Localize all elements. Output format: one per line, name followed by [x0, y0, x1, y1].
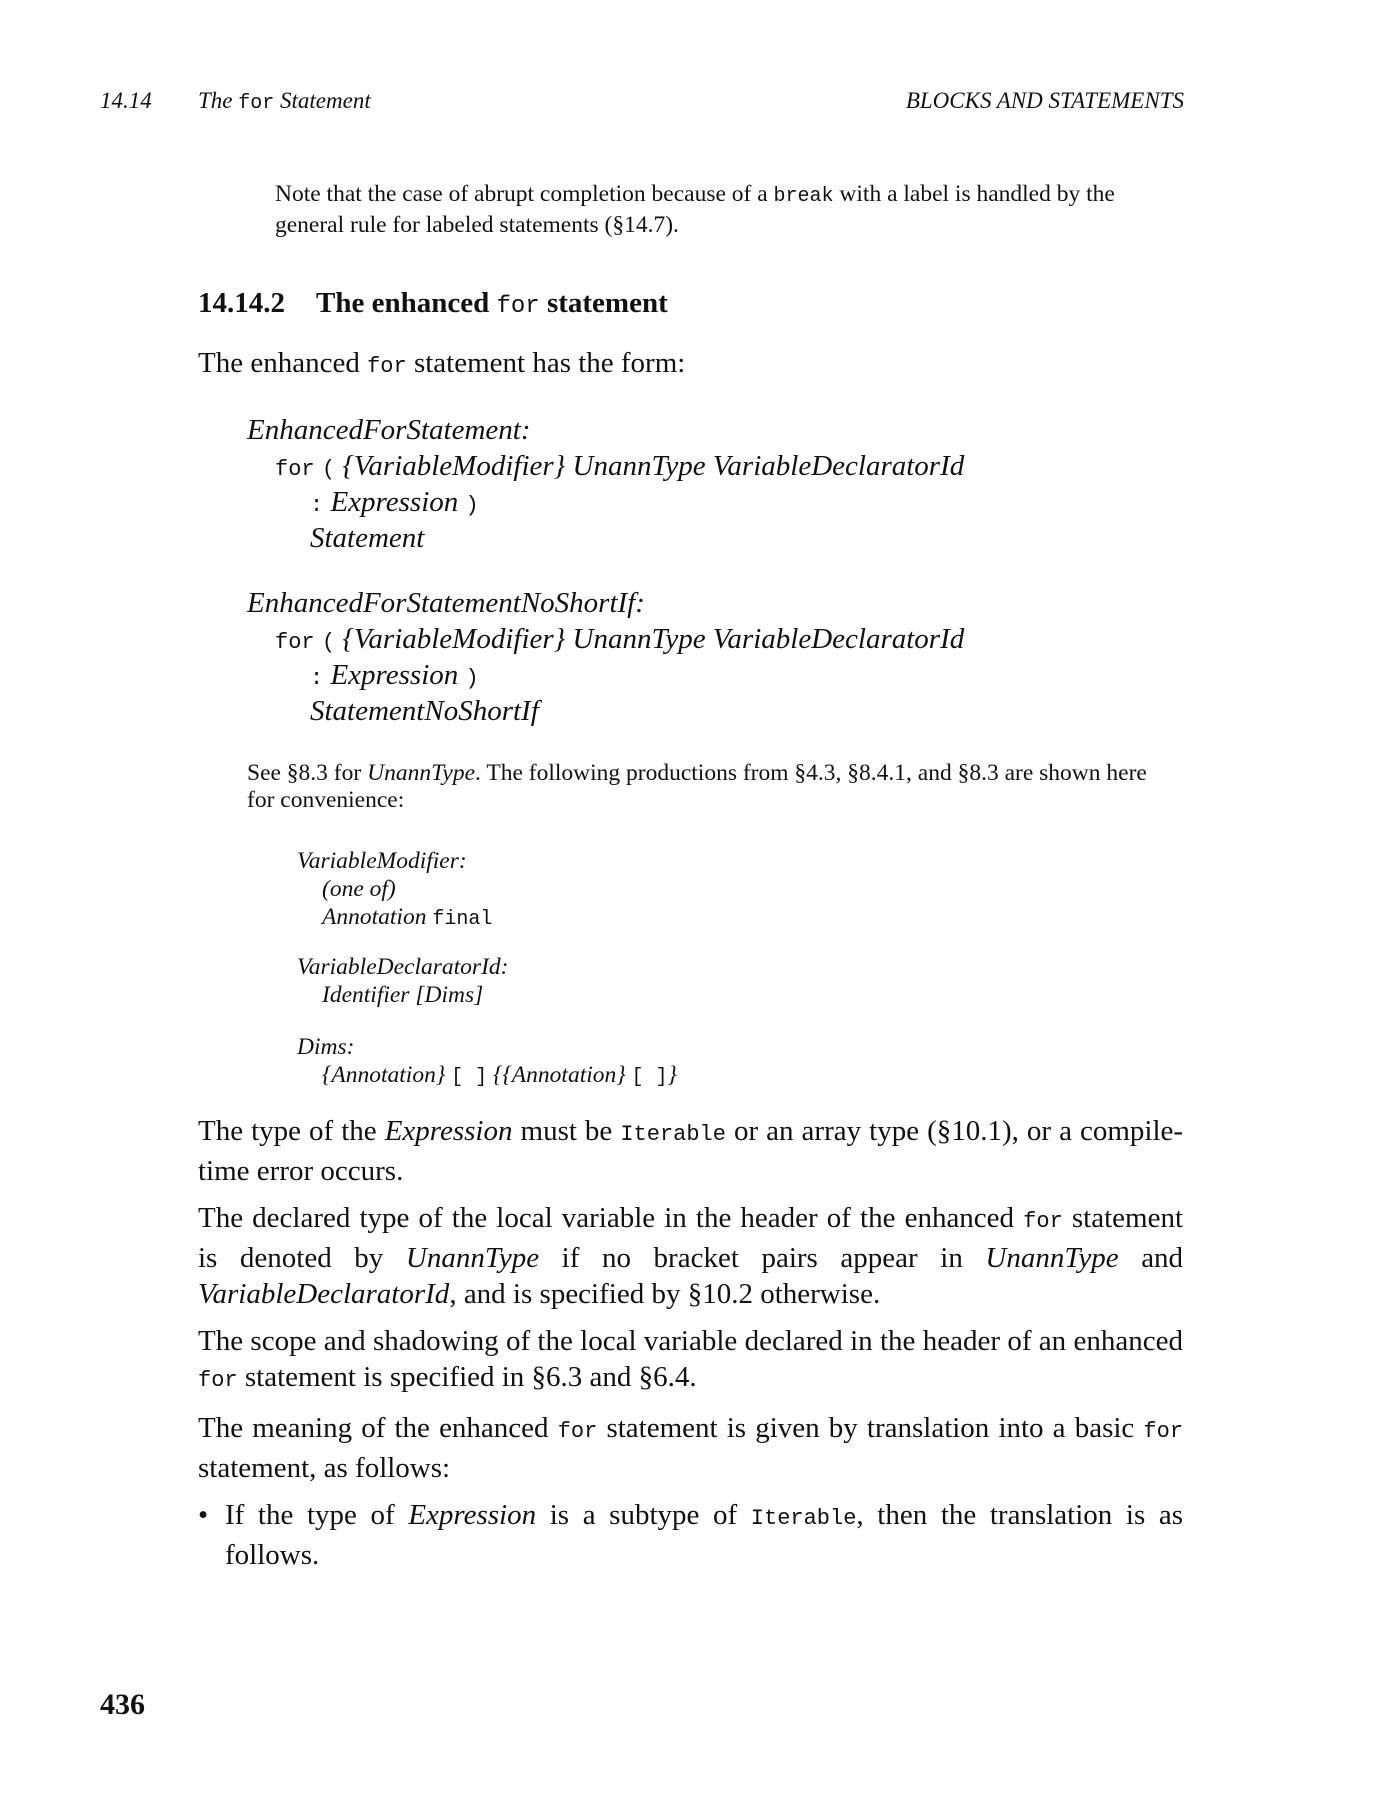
grammar-2-lparen: (: [321, 630, 336, 655]
para3-text-2: statement is specified in §6.3 and §6.4.: [244, 1361, 697, 1393]
para2-unanntype-1: UnannType: [405, 1242, 540, 1274]
vm-final: final: [432, 908, 493, 931]
bullet1-code: Iterable: [750, 1506, 857, 1531]
see-text-1: See §8.3 for: [247, 760, 362, 786]
grammar-2-stmt: StatementNoShortIf: [310, 695, 539, 727]
para1-text-1: The type of the: [198, 1115, 377, 1147]
para4-text-1: The meaning of the enhanced: [198, 1412, 549, 1444]
grammar-1-line-1: [275, 448, 964, 488]
dims-brackets-2: [ ]: [631, 1066, 668, 1089]
paragraph-meaning: [198, 1410, 1183, 1486]
grammar-1-expr: Expression: [330, 486, 459, 518]
note-paragraph: [275, 180, 1180, 239]
grammar-1-for: for: [275, 457, 315, 482]
para2-text-4: and: [1141, 1242, 1184, 1274]
grammar-1-line-2: [310, 484, 479, 524]
section-title-code: for: [496, 293, 540, 320]
page-number: 436: [100, 1688, 145, 1721]
section-title-pre: The enhanced: [316, 287, 490, 319]
grammar-2-for: for: [275, 630, 315, 655]
see-paragraph: [247, 760, 1147, 814]
grammar-2-rparen: ): [465, 666, 479, 691]
para1-text-2: must be: [520, 1115, 613, 1147]
vm-body: [322, 904, 492, 933]
grammar-1-rparen: ): [465, 493, 479, 518]
intro-text-1: The enhanced: [198, 347, 360, 379]
dims-annotation-a: {Annotation}: [322, 1062, 446, 1088]
running-header-title: [198, 88, 371, 115]
section-title-post: statement: [546, 287, 668, 319]
vm-one-of: (one of): [322, 876, 396, 902]
paragraph-scope: [198, 1323, 1183, 1399]
grammar-1-name: EnhancedForStatement:: [247, 414, 531, 446]
bullet-iterable: [225, 1497, 1183, 1573]
para1-expression: Expression: [384, 1115, 513, 1147]
dims-close: }: [667, 1062, 677, 1088]
dims-name: Dims:: [297, 1034, 355, 1060]
running-header-section-number: 14.14: [100, 88, 152, 113]
see-term: UnannType: [367, 760, 476, 786]
grammar-2-colon: :: [310, 666, 324, 691]
running-header-chapter: BLOCKS AND STATEMENTS: [905, 88, 1184, 113]
note-code: break: [773, 185, 834, 208]
para3-code: for: [198, 1368, 238, 1393]
bullet1-expression: Expression: [408, 1499, 537, 1531]
running-header-title-code: for: [238, 92, 275, 115]
para2-vdi: VariableDeclaratorId: [198, 1278, 450, 1310]
para2-text-5: , and is specified by §10.2 otherwise.: [449, 1278, 881, 1310]
para3-text-1: The scope and shadowing of the local variable declared in the header of an enhanced: [198, 1325, 1183, 1357]
para4-text-2: statement is given by translation into a basic: [606, 1412, 1135, 1444]
grammar-2-line-2: [310, 657, 479, 697]
grammar-1-stmt: Statement: [310, 522, 425, 554]
running-header-title-pre: The: [198, 88, 233, 113]
section-heading: [198, 287, 668, 320]
running-header-title-post: Statement: [280, 88, 371, 113]
intro-paragraph: [198, 345, 685, 385]
bullet1-text-2: is a subtype of: [549, 1499, 738, 1531]
grammar-2-name: EnhancedForStatementNoShortIf:: [247, 587, 645, 619]
see-text-2: . The following productions from §4.3, §8.4.1, and §8.3 are shown here for convenience:: [247, 760, 1147, 813]
para2-unanntype-2: UnannType: [985, 1242, 1119, 1274]
grammar-1-mods: {VariableModifier} UnannType VariableDeclaratorId: [342, 450, 965, 482]
intro-text-2: statement has the form:: [413, 347, 686, 379]
para4-text-3: statement, as follows:: [198, 1452, 451, 1484]
grammar-1-lparen: (: [321, 457, 336, 482]
para2-code: for: [1023, 1209, 1063, 1234]
bullet-marker: •: [198, 1499, 209, 1531]
section-number: 14.14.2: [198, 287, 285, 319]
para1-code: Iterable: [620, 1122, 726, 1147]
dims-annotation-b: {{Annotation}: [493, 1062, 626, 1088]
para1-text-3: or an array type (§10.1), or a compile-time error occurs.: [198, 1115, 1184, 1187]
vdi-name: VariableDeclaratorId:: [297, 954, 509, 980]
bullet1-text-1: If the type of: [225, 1499, 395, 1531]
para4-code-1: for: [557, 1419, 598, 1444]
para4-code-2: for: [1143, 1419, 1184, 1444]
bullet1-text-3: , then the translation is as follows.: [225, 1499, 1184, 1571]
para2-text-2: statement is denoted by: [198, 1202, 1184, 1274]
paragraph-declared-type: [198, 1200, 1183, 1312]
note-text-1: Note that the case of abrupt completion because of a: [275, 181, 768, 207]
vm-annotation: Annotation: [322, 904, 427, 930]
grammar-2-mods: {VariableModifier} UnannType VariableDeclaratorId: [342, 623, 965, 655]
vdi-body: Identifier [Dims]: [322, 982, 484, 1008]
intro-code: for: [367, 354, 407, 379]
para2-text-1: The declared type of the local variable in the header of the enhanced: [198, 1202, 1015, 1234]
vm-name: VariableModifier:: [297, 848, 467, 874]
dims-brackets-1: [ ]: [451, 1066, 488, 1089]
dims-body: [322, 1062, 677, 1091]
grammar-2-line-1: [275, 621, 964, 661]
para2-text-3: if no bracket pairs appear in: [561, 1242, 963, 1274]
grammar-1-colon: :: [310, 493, 324, 518]
grammar-2-expr: Expression: [330, 659, 459, 691]
note-text-2: with a label is handled by the general rule for labeled statements (§14.7).: [275, 181, 1115, 238]
paragraph-expression-type: [198, 1113, 1183, 1189]
